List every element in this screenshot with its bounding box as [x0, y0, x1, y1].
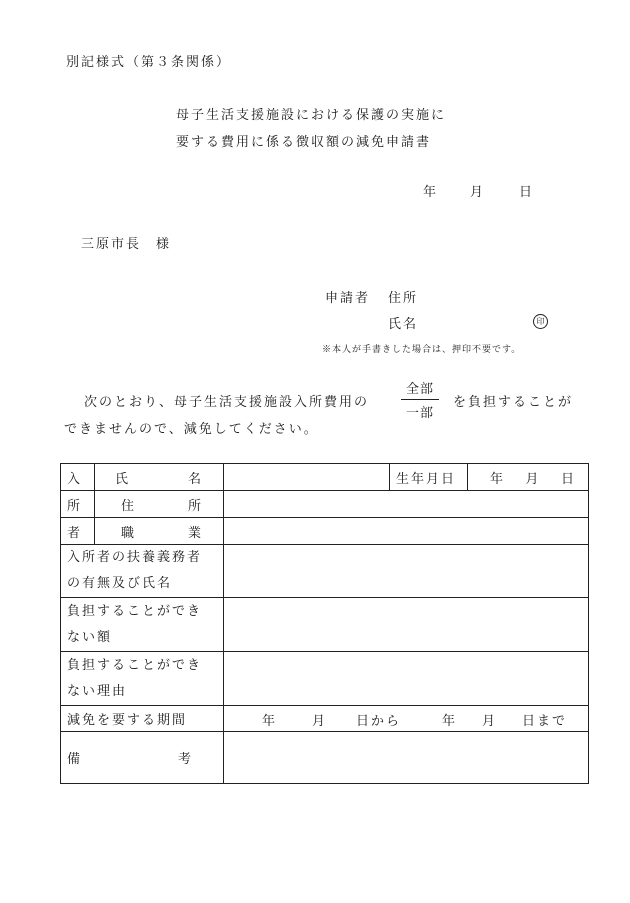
application-table [60, 463, 589, 784]
body-line-2: できませんので、減免してください。 [64, 422, 319, 437]
period-value-cell[interactable] [224, 706, 589, 732]
birth-year-unit: 年 [490, 471, 506, 487]
resident-label-1: 入 [61, 464, 95, 491]
row-resident-name [61, 464, 589, 491]
period-label: 減免を要する期間 [61, 706, 224, 732]
name-label: 氏名 [388, 317, 419, 332]
address-label-char: 住 [121, 498, 137, 514]
unpayable-amount-value-cell[interactable] [224, 598, 589, 652]
name-label-cell [95, 464, 224, 491]
body-line-1: 次のとおり、母子生活支援施設入所費用の [84, 395, 370, 410]
period-from-day: 日から [356, 713, 402, 729]
unpayable-reason-label [61, 652, 224, 706]
choice-all: 全部 [405, 382, 434, 397]
seal-icon: 印 [533, 314, 548, 329]
row-unpayable-amount [61, 598, 589, 652]
row-resident-address [61, 491, 589, 518]
guardian-label-line-1: 入所者の扶養義務者 [67, 550, 203, 565]
body-line-1-after: を負担することが [453, 395, 574, 410]
date-day: 日 [519, 185, 535, 200]
date-month: 月 [470, 185, 486, 200]
resident-label-3: 者 [61, 518, 95, 545]
resident-label-2: 所 [61, 491, 95, 518]
unpayable-reason-value-cell[interactable] [224, 652, 589, 706]
title-line-1: 母子生活支援施設における保護の実施に [176, 108, 447, 123]
row-period [61, 706, 589, 732]
period-from-year: 年 [262, 713, 278, 729]
unpayable-reason-line-1: 負担することができ [67, 657, 203, 673]
occupation-label-char: 職 [121, 525, 137, 541]
occupation-label-char: 業 [187, 525, 203, 541]
period-to-day: 日まで [522, 713, 568, 729]
remarks-value-cell[interactable] [224, 732, 589, 784]
row-guardian [61, 545, 589, 598]
remarks-label [61, 732, 224, 784]
address-value-cell[interactable] [224, 491, 589, 518]
remarks-label-char: 備 [67, 752, 83, 767]
guardian-value-cell[interactable] [224, 545, 589, 598]
choice-divider [401, 399, 439, 400]
unpayable-reason-line-2: ない理由 [67, 683, 128, 699]
name-label-char: 名 [187, 471, 203, 487]
title-line-2: 要する費用に係る徴収額の減免申請書 [176, 135, 432, 150]
birth-day-unit: 日 [560, 471, 576, 487]
addressee: 三原市長 様 [81, 237, 172, 252]
period-to-month: 月 [482, 713, 498, 729]
occupation-value-cell[interactable] [224, 518, 589, 545]
row-resident-occupation [61, 518, 589, 545]
row-remarks [61, 732, 589, 784]
applicant-label: 申請者 [325, 291, 371, 306]
guardian-label-line-2: の有無及び氏名 [67, 576, 173, 591]
period-to-year: 年 [442, 713, 458, 729]
unpayable-amount-line-1: 負担することができ [67, 603, 203, 619]
name-value-cell[interactable] [224, 464, 390, 491]
name-label-char: 氏 [115, 471, 131, 487]
date-year: 年 [423, 185, 439, 200]
choice-selector [397, 378, 443, 421]
birthdate-label: 生年月日 [390, 464, 468, 491]
guardian-label [61, 545, 224, 598]
period-from-month: 月 [312, 713, 328, 729]
remarks-label-char: 考 [177, 752, 193, 767]
birth-month-unit: 月 [525, 471, 541, 487]
address-label-cell [95, 491, 224, 518]
choice-part: 一部 [405, 406, 434, 421]
row-unpayable-reason [61, 652, 589, 706]
seal-note: ※本人が手書きした場合は、押印不要です。 [322, 345, 522, 355]
birthdate-value-cell[interactable] [468, 464, 589, 491]
unpayable-amount-label [61, 598, 224, 652]
address-label: 住所 [388, 291, 419, 306]
form-label: 別記様式（第３条関係） [66, 55, 232, 70]
address-label-char: 所 [187, 498, 203, 514]
unpayable-amount-line-2: ない額 [67, 629, 113, 645]
seal-mark [533, 313, 548, 329]
occupation-label-cell [95, 518, 224, 545]
